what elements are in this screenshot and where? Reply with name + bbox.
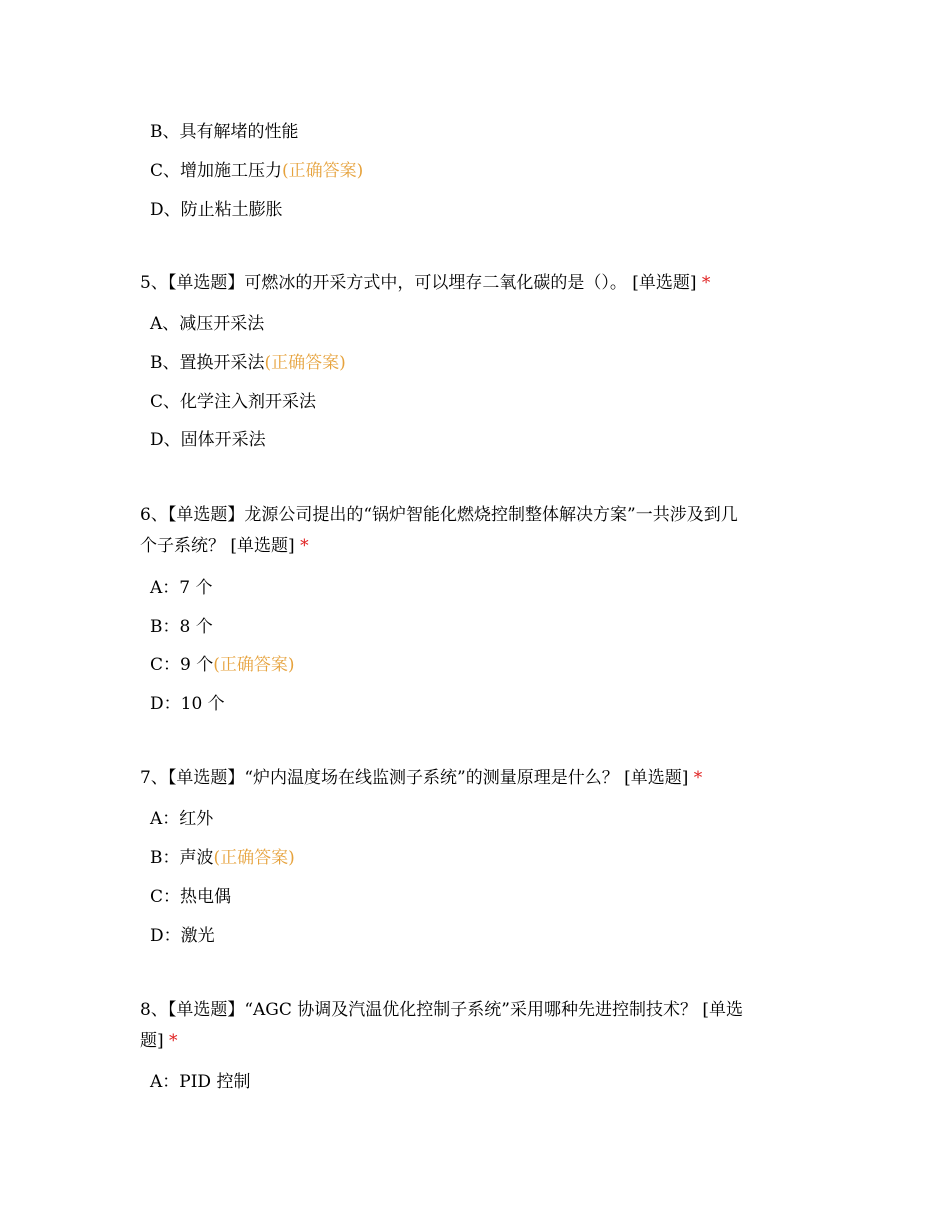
option-text: A：7 个 (150, 578, 213, 598)
option-text: C：热电偶 (150, 887, 232, 907)
correct-answer-marker: (正确答案) (213, 655, 295, 675)
option-text: D、固体开采法 (150, 430, 266, 450)
option-text: B：8 个 (150, 617, 213, 637)
option-q7-a (150, 808, 213, 830)
option-q4-c (150, 160, 363, 182)
option-text: C：9 个 (150, 655, 214, 675)
question-text: 8、【单选题】“AGC 协调及汽温优化控制子系统”采用哪种先进控制技术？ [单选 (140, 1000, 744, 1020)
option-q5-c (150, 391, 316, 413)
option-text: A、减压开采法 (150, 314, 265, 334)
option-text: C、化学注入剂开采法 (150, 392, 317, 412)
option-q7-b (150, 847, 295, 869)
correct-answer-marker: (正确答案) (282, 161, 364, 181)
option-text: D、防止粘土膨胀 (150, 200, 283, 220)
question-8-title-line1 (140, 999, 820, 1021)
required-marker: * (300, 536, 309, 556)
correct-answer-marker: (正确答案) (213, 848, 295, 868)
option-q4-d (150, 199, 283, 221)
option-text: B：声波 (150, 848, 214, 868)
option-text: B、置换开采法 (150, 353, 265, 373)
option-q5-a (150, 313, 264, 335)
question-6-title-line1 (140, 504, 820, 526)
option-q6-d (150, 693, 225, 715)
question-8-title-line2 (140, 1030, 820, 1052)
option-q7-c (150, 886, 231, 908)
option-q6-c (150, 654, 295, 676)
option-text: D：10 个 (150, 694, 225, 714)
option-q7-d (150, 925, 215, 947)
option-q5-d (150, 429, 266, 451)
correct-answer-marker: (正确答案) (264, 353, 346, 373)
option-text: A：红外 (150, 809, 214, 829)
question-text: 6、【单选题】龙源公司提出的“锅炉智能化燃烧控制整体解决方案”一共涉及到几 (140, 505, 738, 525)
option-text: C、增加施工压力 (150, 161, 283, 181)
required-marker: * (701, 273, 711, 293)
question-text: 题] (140, 1031, 164, 1051)
question-5-title (140, 272, 820, 294)
question-6-title-line2 (140, 535, 820, 557)
required-marker: * (169, 1031, 178, 1051)
required-marker: * (693, 768, 703, 788)
option-q4-b (150, 121, 299, 143)
option-text: B、具有解堵的性能 (150, 122, 299, 142)
option-q8-a (150, 1071, 250, 1093)
option-q6-b (150, 616, 213, 638)
question-7-title (140, 767, 820, 789)
option-q6-a (150, 577, 213, 599)
question-text: 7、【单选题】“炉内温度场在线监测子系统”的测量原理是什么？ [单选题] (140, 768, 689, 788)
question-text: 个子系统？ [单选题] (140, 536, 295, 556)
option-text: A：PID 控制 (150, 1072, 251, 1092)
option-q5-b (150, 352, 346, 374)
question-text: 5、【单选题】可燃冰的开采方式中，可以埋存二氧化碳的是（）。 [单选题] (140, 273, 697, 293)
option-text: D：激光 (150, 926, 215, 946)
